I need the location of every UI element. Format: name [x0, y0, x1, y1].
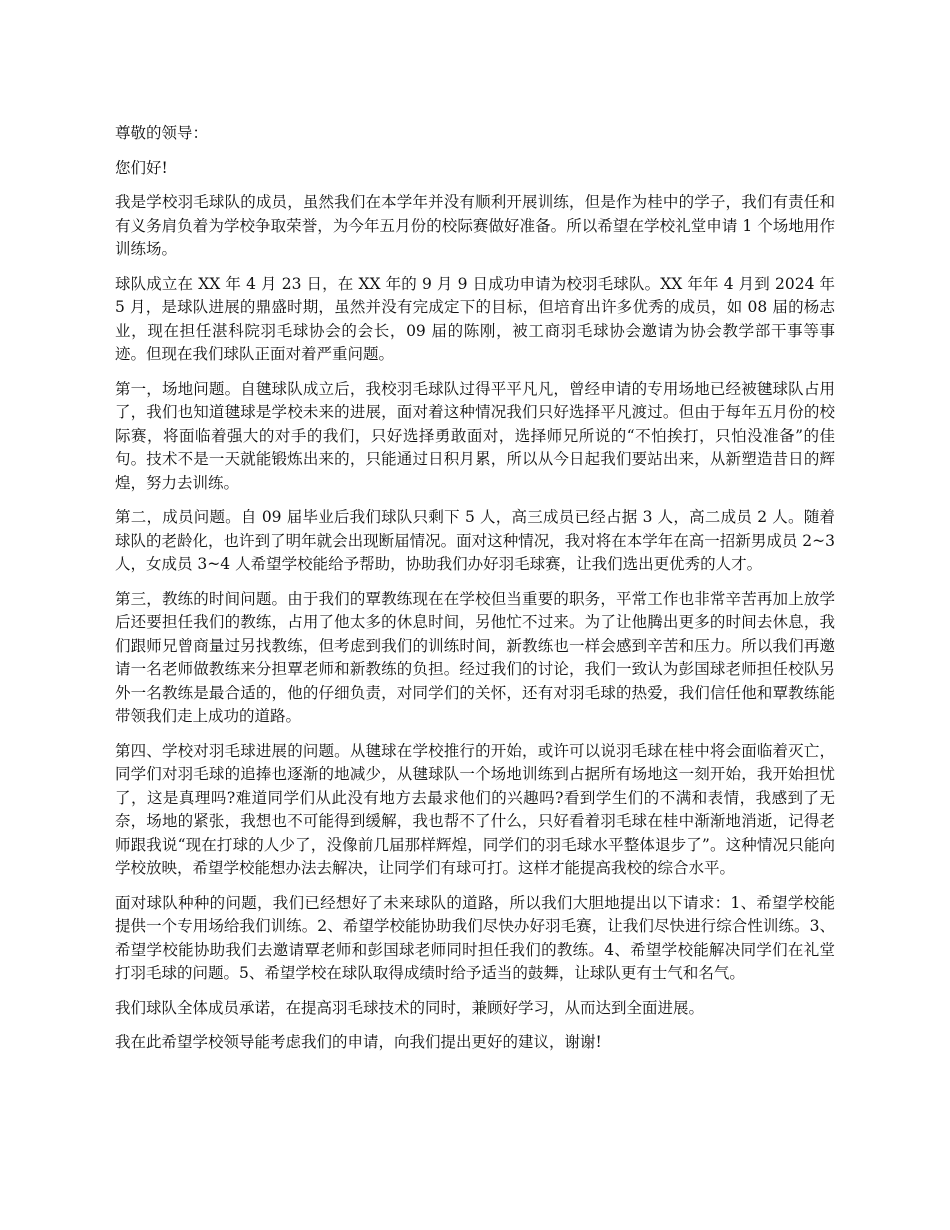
document-body — [115, 122, 835, 1066]
paragraph-closing: 我在此希望学校领导能考虑我们的申请，向我们提出更好的建议，谢谢! — [115, 1033, 602, 1051]
paragraph-requests: 面对球队种种的问题，我们已经想好了未来球队的道路，所以我们大胆地提出以下请求：1、希望学校能提供一个专用场给我们训练。2、希望学校能协助我们尽快办好羽毛赛，让我们尽快进行综合性训练。3、希望学校能协助我们去邀请覃老师和彭国球老师同时担任我们的教练。4、希望学校能解决同学们在礼堂打羽毛球的问题。5、希望学校在球队取得成绩时给予适当的鼓舞，让球队更有士气和名气。 — [115, 893, 835, 982]
paragraph-development-issue: 第四、学校对羽毛球进展的问题。从毽球在学校推行的开始，或许可以说羽毛球在桂中将会面临着灭亡，同学们对羽毛球的追捧也逐渐的地减少，从毽球队一个场地训练到占据所有场地这一刻开始，我开始担忧了，这是真理吗?难道同学们从此没有地方去最求他们的兴趣吗?看到学生们的不满和表情，我感到了无奈，场地的紧张，我想也不可能得到缓解，我也帮不了什么，只好看着羽毛球在桂中渐渐地消逝，记得老师跟我说“现在打球的人少了，没像前几届那样辉煌，同学们的羽毛球水平整体退步了”。这种情况只能向学校放映，希望学校能想办法去解决，让同学们有球可打。这样才能提高我校的综合水平。 — [115, 741, 835, 877]
paragraph-venue-issue: 第一，场地问题。自毽球队成立后，我校羽毛球队过得平平凡凡，曾经申请的专用场地已经被毽球队占用了，我们也知道毽球是学校未来的进展，面对着这种情况我们只好选择平凡渡过。但由于每年五月份的校际赛，将面临着强大的对手的我们，只好选择勇敢面对，选择师兄所说的“不怕挨打，只怕没准备”的佳句。技术不是一天就能锻炼出来的，只能通过日积月累，所以从今日起我们要站出来，从新塑造昔日的辉煌，努力去训练。 — [115, 379, 835, 492]
salutation: 尊敬的领导： — [115, 124, 209, 142]
paragraph-team-history: 球队成立在 XX 年 4 月 23 日，在 XX 年的 9 月 9 日成功申请为校羽毛球队。XX 年年 4 月到 2024 年 5 月，是球队进展的鼎盛时期，虽然并没有完成定下的目标，但培育出许多优秀的成员，如 08 届的杨志业，现在担任湛科院羽毛球协会的会长，09 届的陈刚，被工商羽毛球协会邀请为协会教学部干事等事迹。但现在我们球队正面对着严重问题。 — [115, 274, 835, 363]
paragraph-coach-issue: 第三，教练的时间问题。由于我们的覃教练现在在学校但当重要的职务，平常工作也非常辛苦再加上放学后还要担任我们的教练，占用了他太多的休息时间，另他忙不过来。为了让他腾出更多的时间去休息，我们跟师兄曾商量过另找教练，但考虑到我们的训练时间，新教练也一样会感到辛苦和压力。所以我们再邀请一名老师做教练来分担覃老师和新教练的负担。经过我们的讨论，我们一致认为彭国球老师担任校队另外一名教练是最合适的，他的仔细负责，对同学们的关怀，还有对羽毛球的热爱，我们信任他和覃教练能带领我们走上成功的道路。 — [115, 589, 835, 725]
paragraph-intro: 我是学校羽毛球队的成员，虽然我们在本学年并没有顺利开展训练，但是作为桂中的学子，我们有责任和有义务肩负着为学校争取荣誉，为今年五月份的校际赛做好准备。所以希望在学校礼堂申请 1 个场地用作训练场。 — [115, 193, 835, 258]
greeting: 您们好! — [115, 158, 168, 177]
paragraph-member-issue: 第二，成员问题。自 09 届毕业后我们球队只剩下 5 人，高三成员已经占据 3 人，高二成员 2 人。随着球队的老龄化，也许到了明年就会出现断届情况。面对这种情况，我对将在本学年在高一招新男成员 2~3 人，女成员 3~4 人希望学校能给予帮助，协助我们办好羽毛球赛，让我们选出更优秀的人才。 — [115, 508, 835, 573]
paragraph-commitment: 我们球队全体成员承诺，在提高羽毛球技术的同时，兼顾好学习，从而达到全面进展。 — [115, 998, 705, 1017]
